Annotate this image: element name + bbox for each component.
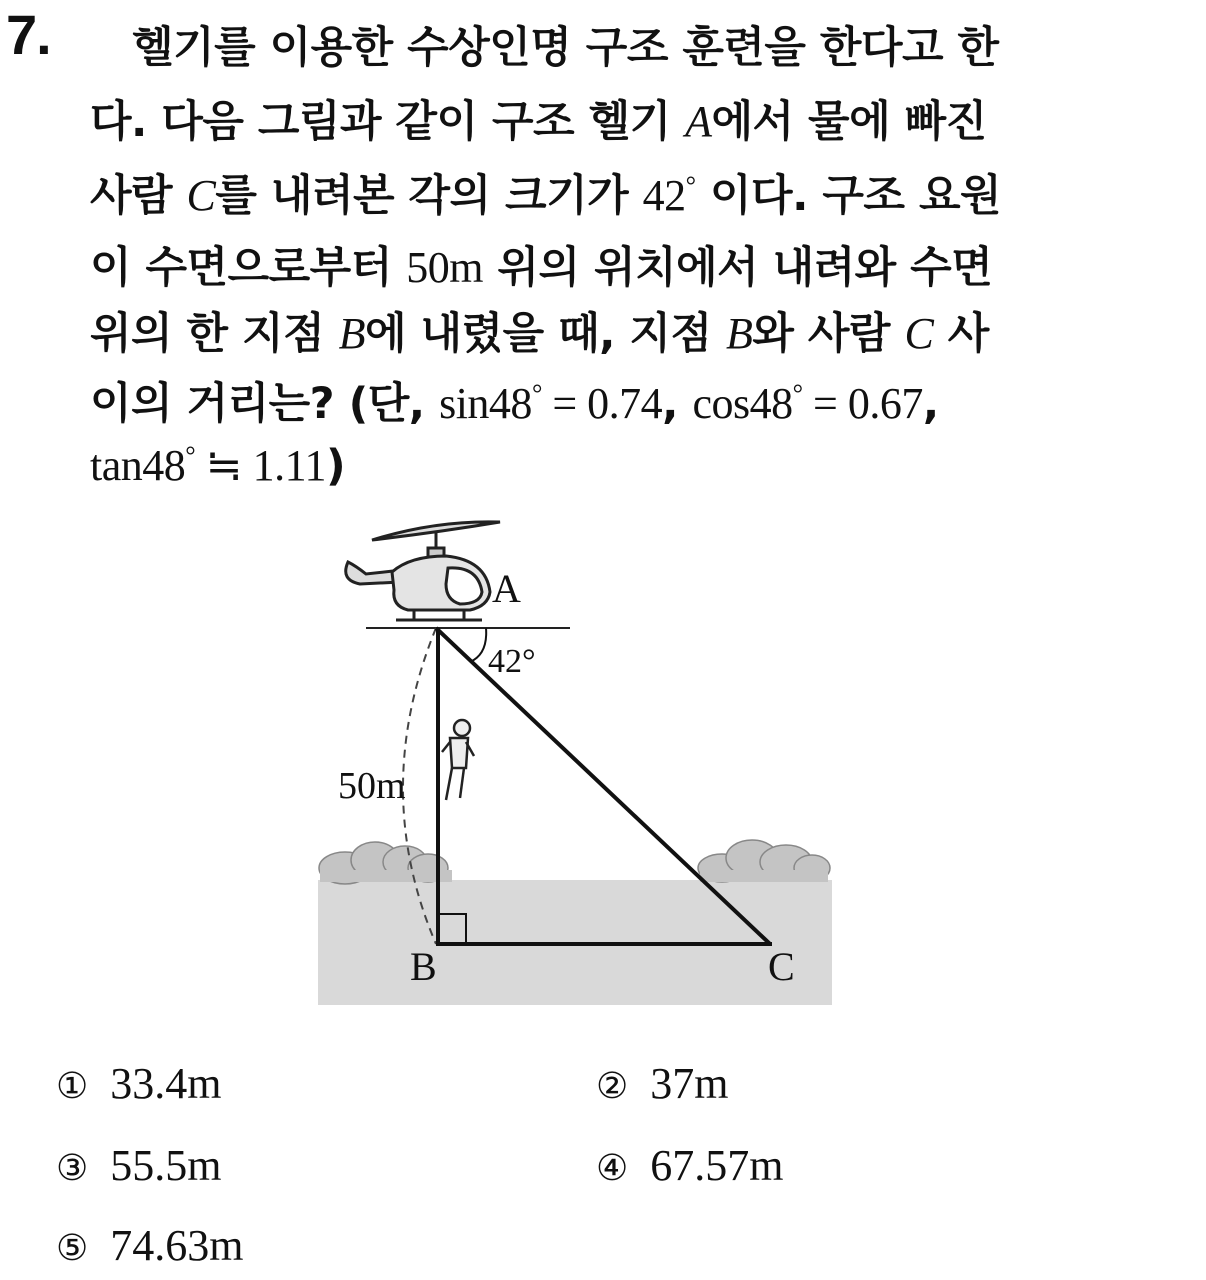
question-line-1: 헬기를 이용한 수상인명 구조 훈련을 한다고 한 — [132, 23, 999, 73]
question-line-5: 위의 한 지점 B에 내렸을 때, 지점 B와 사람 C 사 — [90, 309, 989, 359]
var-A: A — [685, 97, 712, 146]
question-line-3: 사람 C를 내려본 각의 크기가 42° 이다. 구조 요원 — [90, 171, 1002, 221]
helicopter-icon — [346, 522, 500, 620]
label-B: B — [410, 944, 437, 989]
var-C: C — [186, 171, 216, 220]
left-bushes — [319, 842, 452, 884]
question-line-6: 이의 거리는? (단, sin48° = 0.74, cos48° = 0.67, — [90, 379, 939, 429]
question-line-7: tan48° ≒ 1.11) — [90, 441, 346, 491]
question-number: 7. — [6, 3, 51, 66]
choice-3[interactable]: ③ 55.5m — [56, 1141, 222, 1190]
label-A: A — [492, 566, 521, 611]
right-bushes — [698, 840, 830, 882]
choice-4[interactable]: ④ 67.57m — [596, 1141, 784, 1190]
label-C: C — [768, 944, 795, 989]
choice-2[interactable]: ② 37m — [596, 1059, 729, 1108]
question-line-4: 이 수면으로부터 50m 위의 위치에서 내려와 수면 — [90, 243, 993, 293]
rescuer-icon — [442, 720, 474, 800]
question-line-2: 다. 다음 그림과 같이 구조 헬기 A에서 물에 빠진 — [90, 97, 987, 147]
height-label: 50m — [338, 765, 406, 807]
angle-arc — [470, 628, 486, 662]
choice-5[interactable]: ⑤ 74.63m — [56, 1221, 244, 1270]
choice-1[interactable]: ① 33.4m — [56, 1059, 222, 1108]
angle-label: 42° — [488, 643, 536, 680]
